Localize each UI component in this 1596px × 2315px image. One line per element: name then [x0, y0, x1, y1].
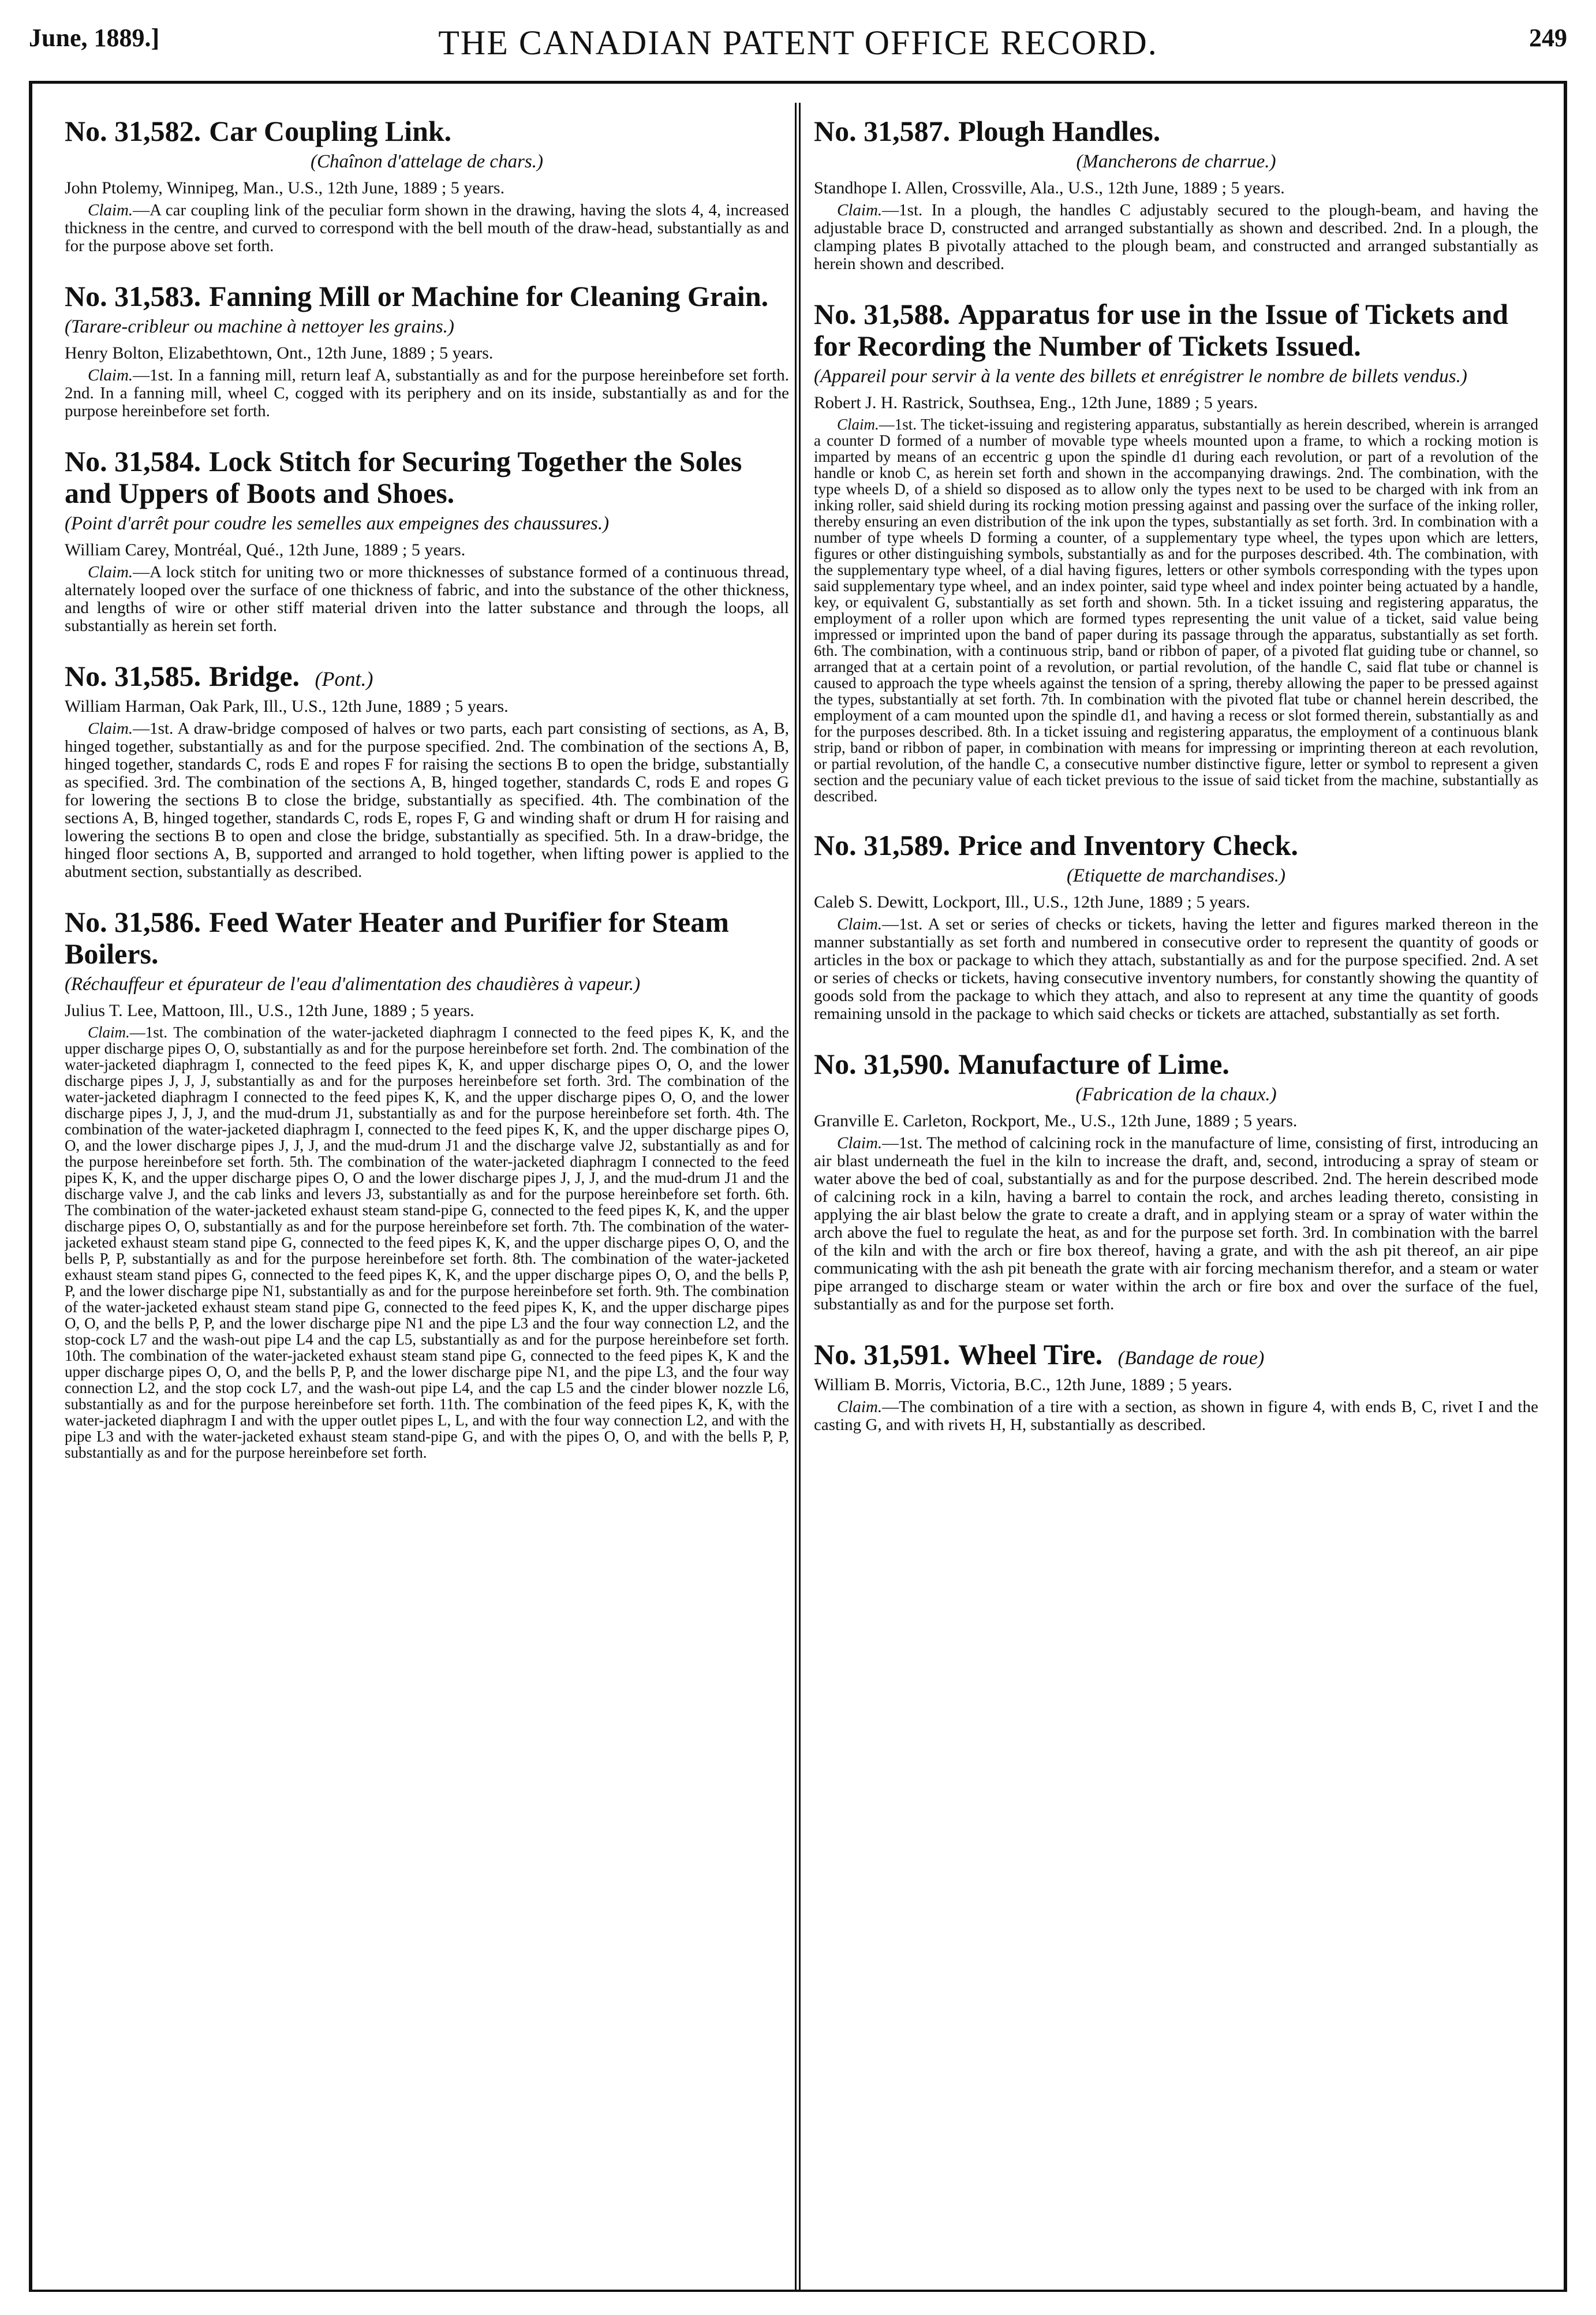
patent-claim [814, 1134, 1538, 1313]
patent-french-title: (Tarare-cribleur ou machine à nettoyer les grains.) [65, 316, 454, 337]
patent-heading [65, 660, 789, 692]
claim-label: Claim. [837, 201, 883, 219]
patent-inventor-info: Granville E. Carleton, Rockport, Me., U.S., 12th June, 1889 ; 5 years. [814, 1111, 1298, 1130]
patent-number: No. 31,587. [814, 115, 951, 147]
claim-label: Claim. [88, 719, 133, 738]
patent-entry-31586 [65, 906, 789, 1461]
patent-entry-31587 [814, 115, 1538, 273]
patent-inventor-info: William Harman, Oak Park, Ill., U.S., 12th June, 1889 ; 5 years. [65, 697, 509, 716]
claim-label: Claim. [88, 1024, 130, 1041]
patent-heading [814, 298, 1538, 362]
patent-claim [814, 916, 1538, 1023]
patent-title: Manufacture of Lime. [958, 1048, 1229, 1080]
claim-text: —1st. The combination of the water-jacketed diaphragm I connected to the feed pipes K, K, and the upper discharge pipes O, O, substantially as and for the purpose hereinbefore set forth. 2nd. The combination of the water-jacketed diaphragm I, connected to the feed pipes K, K, and upper discharge pipes O, O, and the lower discharge pipes J, J, J, substantially as and for the purposes hereinbefore set forth. 3rd. The combination of the water-jacketed diaphragm I connected to the feed pipes K, K, and the upper discharge pipes O, O, and the lower discharge pipes J, J, J, and the mud-drum J1, substantially as and for the purpose hereinbefore set forth. 4th. The combination of the water-jacketed diaphragm I, connected to the feed pipes K, K, and the upper discharge pipes O, O, and the lower discharge pipes J, J, J, and the mud-drum J1 and the discharge valve J2, substantially as and for the purpose hereinbefore set forth. 5th. The combination of the water-jacketed diaphragm I connected to the feed pipes K, K, and the upper discharge pipes O, O and the lower discharge pipes J, J, J, and the mud-drum J1 and the discharge valve J, and the cab links and levers J3, substantially as and for the purpose hereinbefore set forth. 6th. The combination of the water-jacketed exhaust steam stand-pipe G, connected to the feed pipes K, K, and the upper discharge pipes O, O, substantially as and for the purpose hereinbefore set forth. 7th. The combination of the water-jacketed exhaust steam stand pipe G, connected to the feed pipes K, K, and the upper discharge pipes O, O, and the bells P, P, substantially as and for the purpose hereinbefore set forth. 8th. The combination of the water-jacketed exhaust steam stand pipes G, connected to the feed pipes K, K, and the upper discharge pipes O, O, and the bells P, P, and the lower discharge pipe N1, substantially as and for the purpose hereinbefore set forth. 9th. The combination of the water-jacketed exhaust steam stand pipe G, connected to the feed pipes K, K, and the upper discharge pipes O, O, and the bells P, P, and the lower discharge pipe N1 and the pipe L3 and the four way connection L2, and the stop-cock L7 and the wash-out pipe L4 and the cap L5, substantially as and for the purpose hereinbefore set forth. 10th. The combination of the water-jacketed exhaust steam stand pipe G, connected to the feed pipes K, K and the upper discharge pipes O, O, and the bells P, P, and the lower discharge pipe N1, and the pipe L3, and the four way connection L2, and the stop cock L7, and the wash-out pipe L4, and the cap L5 and the cinder blower nozzle L6, substantially as and for the purpose hereinbefore set forth. 11th. The combination of the feed pipes K, K, with the water-jacketed diaphragm I and with the upper outlet pipes L, L, and with the four way connection L2, and with the pipe L3 and with the water-jacketed exhaust steam stand-pipe G, and with the pipes O, O, and with the bells P, P, substantially as and for the purpose hereinbefore set forth. [65, 1024, 789, 1461]
patent-heading [65, 906, 789, 970]
patent-claim [65, 563, 789, 635]
patent-number: No. 31,582. [65, 115, 201, 147]
patent-number: No. 31,591. [814, 1338, 951, 1371]
patent-claim [814, 416, 1538, 804]
header-date: June, 1889.] [29, 24, 160, 52]
patent-french-title: (Mancherons de charrue.) [1076, 151, 1276, 172]
right-column [814, 115, 1538, 2280]
page-header [29, 23, 1567, 64]
patent-title: Lock Stitch for Securing Together the Soles and Uppers of Boots and Shoes. [65, 445, 742, 509]
claim-text: —A lock stitch for uniting two or more thicknesses of substance formed of a continuous thread, alternately looped over the surface of one thickness of fabric, and into the substance of the other thickness, and lengths of wire or other stiff material driven into the latter substance and through the loops, all substantially as herein set forth. [65, 563, 789, 635]
claim-text: —1st. In a plough, the handles C adjustably secured to the plough-beam, and having the adjustable brace D, constructed and arranged substantially as shown and described. 2nd. In a plough, the clamping plates B pivotally attached to the plough beam, and constructed and arranged substantially as herein shown and described. [814, 201, 1538, 273]
patent-number: No. 31,589. [814, 829, 951, 861]
claim-label: Claim. [88, 201, 133, 219]
patent-french-title: (Appareil pour servir à la vente des billets et enrégistrer le nombre de billets vendus.) [814, 366, 1467, 387]
patent-inventor-info: John Ptolemy, Winnipeg, Man., U.S., 12th June, 1889 ; 5 years. [65, 178, 505, 197]
patent-heading [814, 1339, 1538, 1371]
patent-french-title: (Bandage de roue) [1117, 1347, 1265, 1369]
patent-claim [814, 1398, 1538, 1434]
patent-french-title: (Réchauffeur et épurateur de l'eau d'alimentation des chaudières à vapeur.) [65, 974, 641, 995]
claim-text: —1st. In a fanning mill, return leaf A, substantially as and for the purpose hereinbefore set forth. 2nd. In a fanning mill, wheel C, cogged with its periphery and on its inside, substantially as and for the purpose hereinbefore set forth. [65, 366, 789, 420]
patent-title: Feed Water Heater and Purifier for Steam Boilers. [65, 906, 729, 970]
patent-inventor-info: Henry Bolton, Elizabethtown, Ont., 12th June, 1889 ; 5 years. [65, 343, 494, 363]
patent-title: Fanning Mill or Machine for Cleaning Grain. [209, 280, 769, 312]
claim-text: —1st. A set or series of checks or tickets, having the letter and figures marked thereon in the manner substantially as set forth and numbered in consecutive order to represent the quantity of goods or articles in the box or package to which they attach, substantially as and for the purpose specified. 2nd. A set or series of checks or tickets, having consecutive inventory numbers, for constantly showing the quantity of goods sold from the package to which they attach, and also to represent at any time the quantity of goods remaining unsold in the package to which said checks or tickets are attached, substantially as set forth. [814, 915, 1538, 1023]
patent-inventor-info: William Carey, Montréal, Qué., 12th June, 1889 ; 5 years. [65, 540, 466, 559]
patent-heading [65, 446, 789, 509]
claim-text: —The combination of a tire with a section, as shown in figure 4, with ends B, C, rivet I and the casting G, and with rivets H, H, substantially as described. [814, 1398, 1538, 1434]
claim-label: Claim. [837, 1134, 883, 1152]
patent-claim [814, 201, 1538, 273]
patent-entry-31589 [814, 830, 1538, 1023]
patent-french-title: (Fabrication de la chaux.) [1075, 1084, 1277, 1105]
claim-label: Claim. [837, 915, 883, 934]
patent-entry-31583 [65, 281, 789, 420]
claim-label: Claim. [88, 366, 133, 384]
claim-label: Claim. [837, 416, 879, 433]
patent-title: Bridge. [209, 660, 300, 692]
patent-entry-31590 [814, 1048, 1538, 1313]
patent-inventor-info: Caleb S. Dewitt, Lockport, Ill., U.S., 12th June, 1889 ; 5 years. [814, 893, 1250, 912]
patent-title: Wheel Tire. [958, 1338, 1103, 1371]
column-divider [795, 103, 801, 2291]
patent-entry-31584 [65, 446, 789, 635]
patent-claim [65, 367, 789, 420]
patent-number: No. 31,588. [814, 298, 951, 330]
claim-text: —1st. The ticket-issuing and registering apparatus, substantially as herein described, wherein is arranged a counter D formed of a number of movable type wheels mounted upon a frame, to which a rocking motion is imparted by means of an eccentric g upon the spindle d1 during each revolution, or part of a revolution of the handle or knob C, as herein set forth and shown in the accompanying drawings. 2nd. The combination, with the type wheels D, of a shield so disposed as to allow only the types next to be used to be charged with ink from an inking roller, said shield during its rocking motion pressing against and passing over the surface of the inking roller, thereby ensuring an even distribution of the ink upon the types, substantially as set forth. 3rd. In combination with a number of type wheels D forming a counter, of a supplementary type wheel, the types upon which are letters, figures or other distinguishing symbols, substantially as and for the purposes described. 4th. The combination, with the supplementary type wheel, of a dial having figures, letters or other symbols corresponding with the types upon said supplementary type wheel, and an index pointer, said type wheel and index pointer being actuated by a handle, key, or equivalent G, substantially as set forth and shown. 5th. In a ticket issuing and registering apparatus, the employment of a roller upon which are formed types representing the unit value of a ticket, said value being impressed or imprinted upon the band of paper during its passage through the apparatus, substantially as set forth. 6th. The combination, with a continuous strip, band or ribbon of paper, of a pivoted flat guiding tube or channel, so arranged that at a certain point of a revolution, or partial revolution, of the handle C, said flat tube or channel is caused to approach the type wheels against the tension of a spring, thereby allowing the paper to be pressed against the types, substantially at set forth. 7th. In combination with the pivoted flat tube or channel herein described, the employment of a cam mounted upon the spindle d1, and having a recess or slot formed therein, substantially as and for the purposes described. 8th. In a ticket issuing and registering apparatus, the employment of a continuous blank strip, band or ribbon of paper, in combination with means for impressing or imprinting thereon at each revolution, or partial revolution, of the handle C, a consecutive number distinctive figure, letter or symbol to represent a given section and the pecuniary value of each ticket previous to the issue of said ticket from the machine, substantially as described. [814, 416, 1538, 805]
patent-number: No. 31,585. [65, 660, 201, 692]
patent-title: Apparatus for use in the Issue of Tickets and for Recording the Number of Tickets Issued. [814, 298, 1509, 362]
patent-french-title: (Chaînon d'attelage de chars.) [311, 151, 543, 172]
patent-french-title: (Pont.) [315, 667, 373, 690]
patent-entry-31585 [65, 660, 789, 881]
patent-number: No. 31,584. [65, 445, 201, 477]
page-number: 249 [1529, 24, 1567, 52]
patent-french-title: (Point d'arrêt pour coudre les semelles aux empeignes des chaussures.) [65, 513, 610, 534]
claim-label: Claim. [88, 563, 133, 581]
patent-title: Plough Handles. [958, 115, 1161, 147]
left-column [65, 115, 789, 2280]
claim-text: —1st. A draw-bridge composed of halves or two parts, each part consisting of sections, as A, B, hinged together, substantially as and for the purpose specified. 2nd. The combination of the sections A, B, hinged together, standards C, rods E and ropes F for raising the sections B to open the bridge, substantially as specified. 3rd. The combination of the sections A, B, hinged together, standards C, rods E and ropes G for lowering the sections B to close the bridge, substantially as specified. 4th. The combination of the sections A, B, hinged together, standards C, rods E, ropes F, G and winding shaft or drum H for raising and lowering the sections B to open and close the bridge, substantially as specified. 5th. In a draw-bridge, the hinged floor sections A, B, supported and arranged to hold together, when lifting power is applied to the abutment section, substantially as described. [65, 719, 789, 881]
patent-title: Car Coupling Link. [209, 115, 452, 147]
claim-text: —A car coupling link of the peculiar form shown in the drawing, having the slots 4, 4, increased thickness in the centre, and curved to correspond with the bell mouth of the draw-head, substantially as and for the purpose above set forth. [65, 201, 789, 255]
patent-heading [814, 115, 1538, 147]
patent-number: No. 31,586. [65, 906, 201, 938]
patent-number: No. 31,583. [65, 280, 201, 312]
patent-claim [65, 720, 789, 881]
patent-claim [65, 1024, 789, 1461]
patent-inventor-info: William B. Morris, Victoria, B.C., 12th June, 1889 ; 5 years. [814, 1375, 1232, 1394]
patent-inventor-info: Julius T. Lee, Mattoon, Ill., U.S., 12th June, 1889 ; 5 years. [65, 1001, 474, 1020]
patent-heading [65, 115, 789, 147]
patent-claim [65, 201, 789, 255]
patent-entry-31582 [65, 115, 789, 255]
patent-title: Price and Inventory Check. [958, 829, 1298, 861]
patent-french-title: (Etiquette de marchandises.) [1066, 865, 1286, 886]
patent-heading [65, 281, 789, 312]
patent-inventor-info: Robert J. H. Rastrick, Southsea, Eng., 12th June, 1889 ; 5 years. [814, 393, 1258, 412]
patent-entry-31588 [814, 298, 1538, 804]
patent-heading [814, 1048, 1538, 1080]
claim-label: Claim. [837, 1398, 883, 1416]
patent-number: No. 31,590. [814, 1048, 951, 1080]
patent-heading [814, 830, 1538, 861]
patent-entry-31591 [814, 1339, 1538, 1434]
patent-inventor-info: Standhope I. Allen, Crossville, Ala., U.S., 12th June, 1889 ; 5 years. [814, 178, 1285, 197]
claim-text: —1st. The method of calcining rock in the manufacture of lime, consisting of first, introducing an air blast underneath the fuel in the kiln to increase the draft, and, second, introducing a spray of steam or water above the bed of coal, substantially as and for the purpose described. 2nd. The herein described mode of calcining rock in a kiln, having a barrel to contain the rock, and arches leading thereto, consisting in applying the air blast below the grate to create a draft, and in applying steam or a spray of water within the arch above the fuel to regulate the heat, as and for the purpose set forth. 3rd. In combination with the barrel of the kiln and with the arch or fire box thereof, having a grate, and with the ash pit thereof, an air pipe communicating with the ash pit beneath the grate with air forcing mechanism therefor, and a steam or water pipe arranged to discharge steam or water within the arch or fire box and over the surface of the fuel, substantially as and for the purpose set forth. [814, 1134, 1538, 1313]
header-title: THE CANADIAN PATENT OFFICE RECORD. [438, 24, 1158, 62]
